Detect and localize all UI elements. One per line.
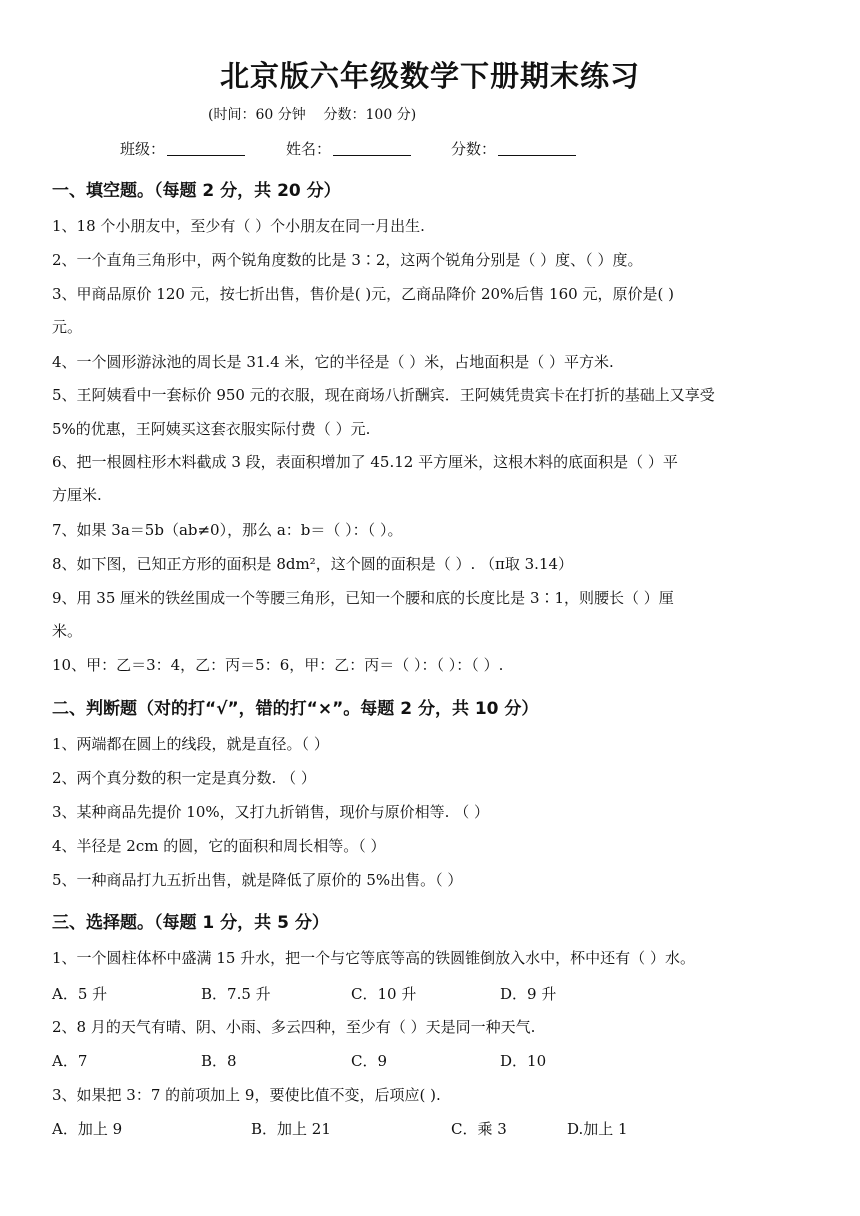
name-blank xyxy=(333,141,411,156)
section-heading-multiple-choice: 三、选择题。（每题 1 分，共 5 分） xyxy=(52,913,329,933)
page-title: 北京版六年级数学下册期末练习 xyxy=(219,59,640,93)
class-field xyxy=(120,138,245,159)
score-label: 分数： xyxy=(451,140,497,158)
option-d: D.加上 1 xyxy=(567,1120,628,1138)
option-a: A．5 升 xyxy=(52,985,108,1003)
option-b: B．7.5 升 xyxy=(201,985,271,1003)
question-line: 3、某种商品先提价 10%，又打九折销售，现价与原价相等. （ ） xyxy=(52,803,489,821)
question-line: 元。 xyxy=(52,318,83,336)
question-line: 9、用 35 厘米的铁丝围成一个等腰三角形，已知一个腰和底的长度比是 3∶1，则腰长（ ）厘 xyxy=(52,589,674,607)
option-c: C．10 升 xyxy=(351,985,417,1003)
option-d: D．9 升 xyxy=(500,985,557,1003)
question-line: 米。 xyxy=(52,622,83,640)
score-field xyxy=(451,138,576,159)
question-line: 8、如下图，已知正方形的面积是 8dm²，这个圆的面积是（ ）. （π取 3.14） xyxy=(52,555,574,573)
question-line: 1、18 个小朋友中，至少有（ ）个小朋友在同一月出生. xyxy=(52,217,425,235)
option-a: A．7 xyxy=(52,1052,88,1070)
question-line: 3、如果把 3：7 的前项加上 9，要使比值不变，后项应( ). xyxy=(52,1086,441,1104)
section-heading-fill-blank: 一、填空题。（每题 2 分，共 20 分） xyxy=(52,181,341,201)
question-line: 2、8 月的天气有晴、阴、小雨、多云四种，至少有（ ）天是同一种天气. xyxy=(52,1018,536,1036)
option-a: A．加上 9 xyxy=(52,1120,123,1138)
class-label: 班级： xyxy=(120,140,166,158)
question-line: 4、半径是 2cm 的圆，它的面积和周长相等。（ ） xyxy=(52,837,386,855)
section-heading-true-false: 二、判断题（对的打“√”，错的打“×”。每题 2 分，共 10 分） xyxy=(52,699,539,719)
question-line: 1、两端都在圆上的线段，就是直径。（ ） xyxy=(52,735,329,753)
option-b: B．加上 21 xyxy=(251,1120,331,1138)
score-blank xyxy=(498,141,576,156)
option-c: C．9 xyxy=(351,1052,388,1070)
question-line: 4、一个圆形游泳池的周长是 31.4 米，它的半径是（ ）米，占地面积是（ ）平方米. xyxy=(52,353,614,371)
question-line: 5%的优惠，王阿姨买这套衣服实际付费（ ）元. xyxy=(52,420,371,438)
class-blank xyxy=(167,141,245,156)
question-line: 方厘米. xyxy=(52,486,102,504)
question-line: 3、甲商品原价 120 元，按七折出售，售价是( )元，乙商品降价 20%后售 160 元，原价是( ) xyxy=(52,285,674,303)
question-line: 10、甲：乙＝3：4，乙：丙＝5：6，甲：乙：丙＝（ ）：（ ）：（ ）. xyxy=(52,656,504,674)
question-line: 1、一个圆柱体杯中盛满 15 升水，把一个与它等底等高的铁圆锥倒放入水中，杯中还有（ ）水。 xyxy=(52,949,695,967)
question-line: 2、一个直角三角形中，两个锐角度数的比是 3∶2，这两个锐角分别是（ ）度、（ ）度。 xyxy=(52,251,643,269)
option-c: C．乘 3 xyxy=(451,1120,507,1138)
exam-meta: (时间：60 分钟 分数：100 分) xyxy=(208,107,417,123)
name-field xyxy=(286,138,411,159)
question-line: 5、王阿姨看中一套标价 950 元的衣服，现在商场八折酬宾．王阿姨凭贵宾卡在打折的基础上又享受 xyxy=(52,386,715,404)
question-line: 6、把一根圆柱形木料截成 3 段，表面积增加了 45.12 平方厘米，这根木料的底面积是（ ）平 xyxy=(52,453,678,471)
option-d: D．10 xyxy=(500,1052,547,1070)
question-line: 7、如果 3a＝5b（ab≠0），那么 a：b＝（ ）：（ ）。 xyxy=(52,521,403,539)
question-line: 5、一种商品打九五折出售，就是降低了原价的 5%出售。（ ） xyxy=(52,871,463,889)
name-label: 姓名： xyxy=(286,140,332,158)
question-line: 2、两个真分数的积一定是真分数. （ ） xyxy=(52,769,316,787)
option-b: B．8 xyxy=(201,1052,237,1070)
